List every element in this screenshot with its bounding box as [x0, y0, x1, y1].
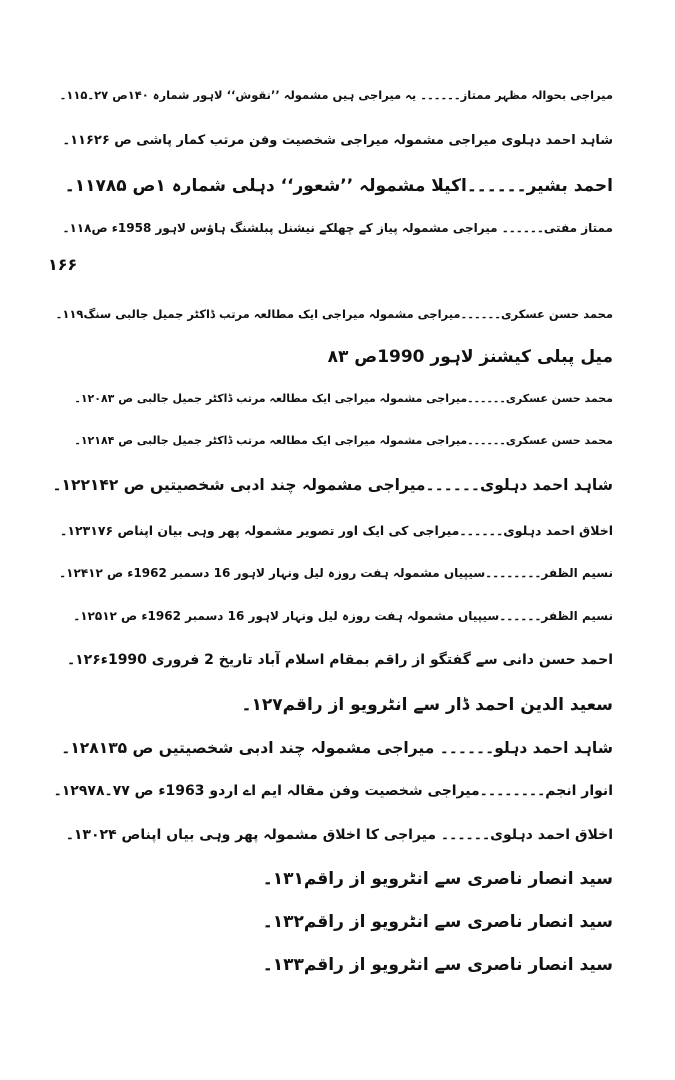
footnote-text: شاہد احمد دہلوی میراجی مشمولہ میراجی شخصیت وفن مرتب کمار پاشی ص ۲۶: [93, 132, 613, 148]
footnote-number: ۱۲۴۔: [59, 566, 89, 580]
footnote-text: سید انصار ناصری سے انٹرویو از راقم: [303, 954, 613, 975]
footnote-number: ۱۳۲۔: [262, 911, 304, 932]
footnote-text: اخلاق احمد دہلوی۔۔۔۔۔۔میراجی کی ایک اور تصویر مشمولہ پھر وہی بیان اپناص ۱۷۶: [90, 522, 613, 538]
footnote-text: اخلاق احمد دہلوی۔۔۔۔۔۔ میراجی کا اخلاق مشمولہ پھر وہی بیاں اپناص ۲۴: [99, 827, 613, 843]
footnote-number: ۱۱۸۔: [62, 221, 92, 235]
footnote-126: [55, 640, 613, 680]
footnote-number: ۱۲۸۔: [61, 739, 99, 757]
footnote-text: سید انصار ناصری سے انٹرویو از راقم: [303, 911, 613, 932]
footnote-125: [61, 596, 613, 636]
footnote-118: [50, 208, 613, 248]
footnote-text: شاہد احمد دہلو۔۔۔۔۔۔ میراجی مشمولہ چند ادبی شخصیتیں ص ۱۳۵: [98, 739, 613, 757]
page-number: ۱۶۶: [48, 255, 78, 274]
footnote-number: ۱۱۶۔: [62, 132, 94, 148]
footnote-129: [42, 771, 613, 811]
footnote-130: [54, 815, 613, 855]
footnote-number: ۱۲۵۔: [73, 609, 103, 623]
footnote-number: ۱۱۹۔: [55, 307, 84, 321]
footnote-text: ممتاز مفتی۔۔۔۔۔۔ میراجی مشمولہ پیاز کے چھلکے نیشنل پبلشنگ ہاؤس لاہور 1958ء ص: [91, 221, 613, 235]
footnote-text: محمد حسن عسکری۔۔۔۔۔۔میراجی مشمولہ میراجی ایک مطالعہ مرتب ڈاکٹر جمیل جالبی ص ۸۴: [100, 433, 613, 447]
footnote-text: انوار انجم۔۔۔۔۔۔۔۔میراجی شخصیت وفن مقالہ ایم اے اردو 1963ء ص ۷۷۔۷۸: [87, 783, 613, 799]
footnote-text: احمد بشیر۔۔۔۔۔۔اکیلا مشمولہ ’’شعور‘‘ دہلی شمارہ ۱ص ۸۵: [105, 175, 613, 196]
footnote-text: محمد حسن عسکری۔۔۔۔۔۔میراجی مشمولہ میراجی ایک مطالعہ مرتب ڈاکٹر جمیل جالبی ص ۸۳: [100, 391, 613, 405]
footnote-number: ۱۲۷۔: [241, 694, 283, 715]
footnote-121: [62, 420, 613, 460]
footnote-text: شاہد احمد دہلوی۔۔۔۔۔۔میراجی مشمولہ چند ادبی شخصیتیں ص ۱۴۲: [89, 476, 613, 494]
footnote-text: نسیم الظفر۔۔۔۔۔۔سیپیاں مشمولہ ہفت روزہ لیل ونہار لاہور 16 دسمبر 1962ء ص ۱۲: [102, 609, 613, 623]
footnote-number: ۱۳۱۔: [262, 868, 304, 889]
footnote-number: ۱۲۳۔: [60, 522, 91, 538]
footnote-text: سید انصار ناصری سے انٹرویو از راقم: [303, 868, 613, 889]
footnote-number: ۱۲۲۔: [52, 476, 90, 494]
footnote-116: [50, 120, 613, 160]
footnote-119-continuation: میل پبلی کیشنز لاہور 1990ص ۸۳: [327, 346, 613, 367]
footnote-131: [251, 858, 613, 898]
footnote-123: [48, 510, 613, 550]
footnote-text: احمد حسن دانی سے گفتگو از راقم بمقام اسلام آباد تاریخ 2 فروری 1990ء: [100, 652, 613, 668]
footnote-number: ۱۳۳۔: [262, 954, 304, 975]
footnote-122: [40, 465, 613, 505]
footnote-number: ۱۲۹۔: [53, 783, 88, 799]
footnote-115: [48, 75, 613, 115]
footnote-number: ۱۲۰۔: [74, 391, 101, 405]
footnote-132: [251, 901, 613, 941]
footnote-124: [47, 553, 613, 593]
footnote-text: نسیم الظفر۔۔۔۔۔۔۔۔سیپیاں مشمولہ ہفت روزہ لیل ونہار لاہور 16 دسمبر 1962ء ص ۱۲: [88, 566, 613, 580]
footnote-text: سعید الدین احمد ڈار سے انٹرویو از راقم: [282, 694, 613, 715]
footnote-number: ۱۳۰۔: [65, 827, 100, 843]
footnote-number: ۱۲۱۔: [74, 433, 101, 447]
footnote-text: میراجی بحوالہ مظہر ممتاز۔۔۔۔۔۔ یہ میراجی ہیں مشمولہ ’’نقوش‘‘ لاہور شمارہ ۱۴۰ص ۲۷۔: [87, 88, 613, 102]
footnote-128: [49, 728, 613, 768]
footnote-127: [229, 684, 613, 724]
footnote-text: محمد حسن عسکری۔۔۔۔۔۔میراجی مشمولہ میراجی ایک مطالعہ مرتب ڈاکٹر جمیل جالبی سنگ: [83, 307, 613, 321]
footnote-number: ۱۲۶۔: [66, 652, 101, 668]
footnote-119: [44, 294, 613, 334]
footnote-120: [62, 378, 613, 418]
footnote-number: ۱۱۵۔: [59, 88, 88, 102]
footnote-number: ۱۱۷۔: [64, 175, 106, 196]
footnote-133: [251, 944, 613, 984]
footnote-117: [53, 165, 613, 205]
